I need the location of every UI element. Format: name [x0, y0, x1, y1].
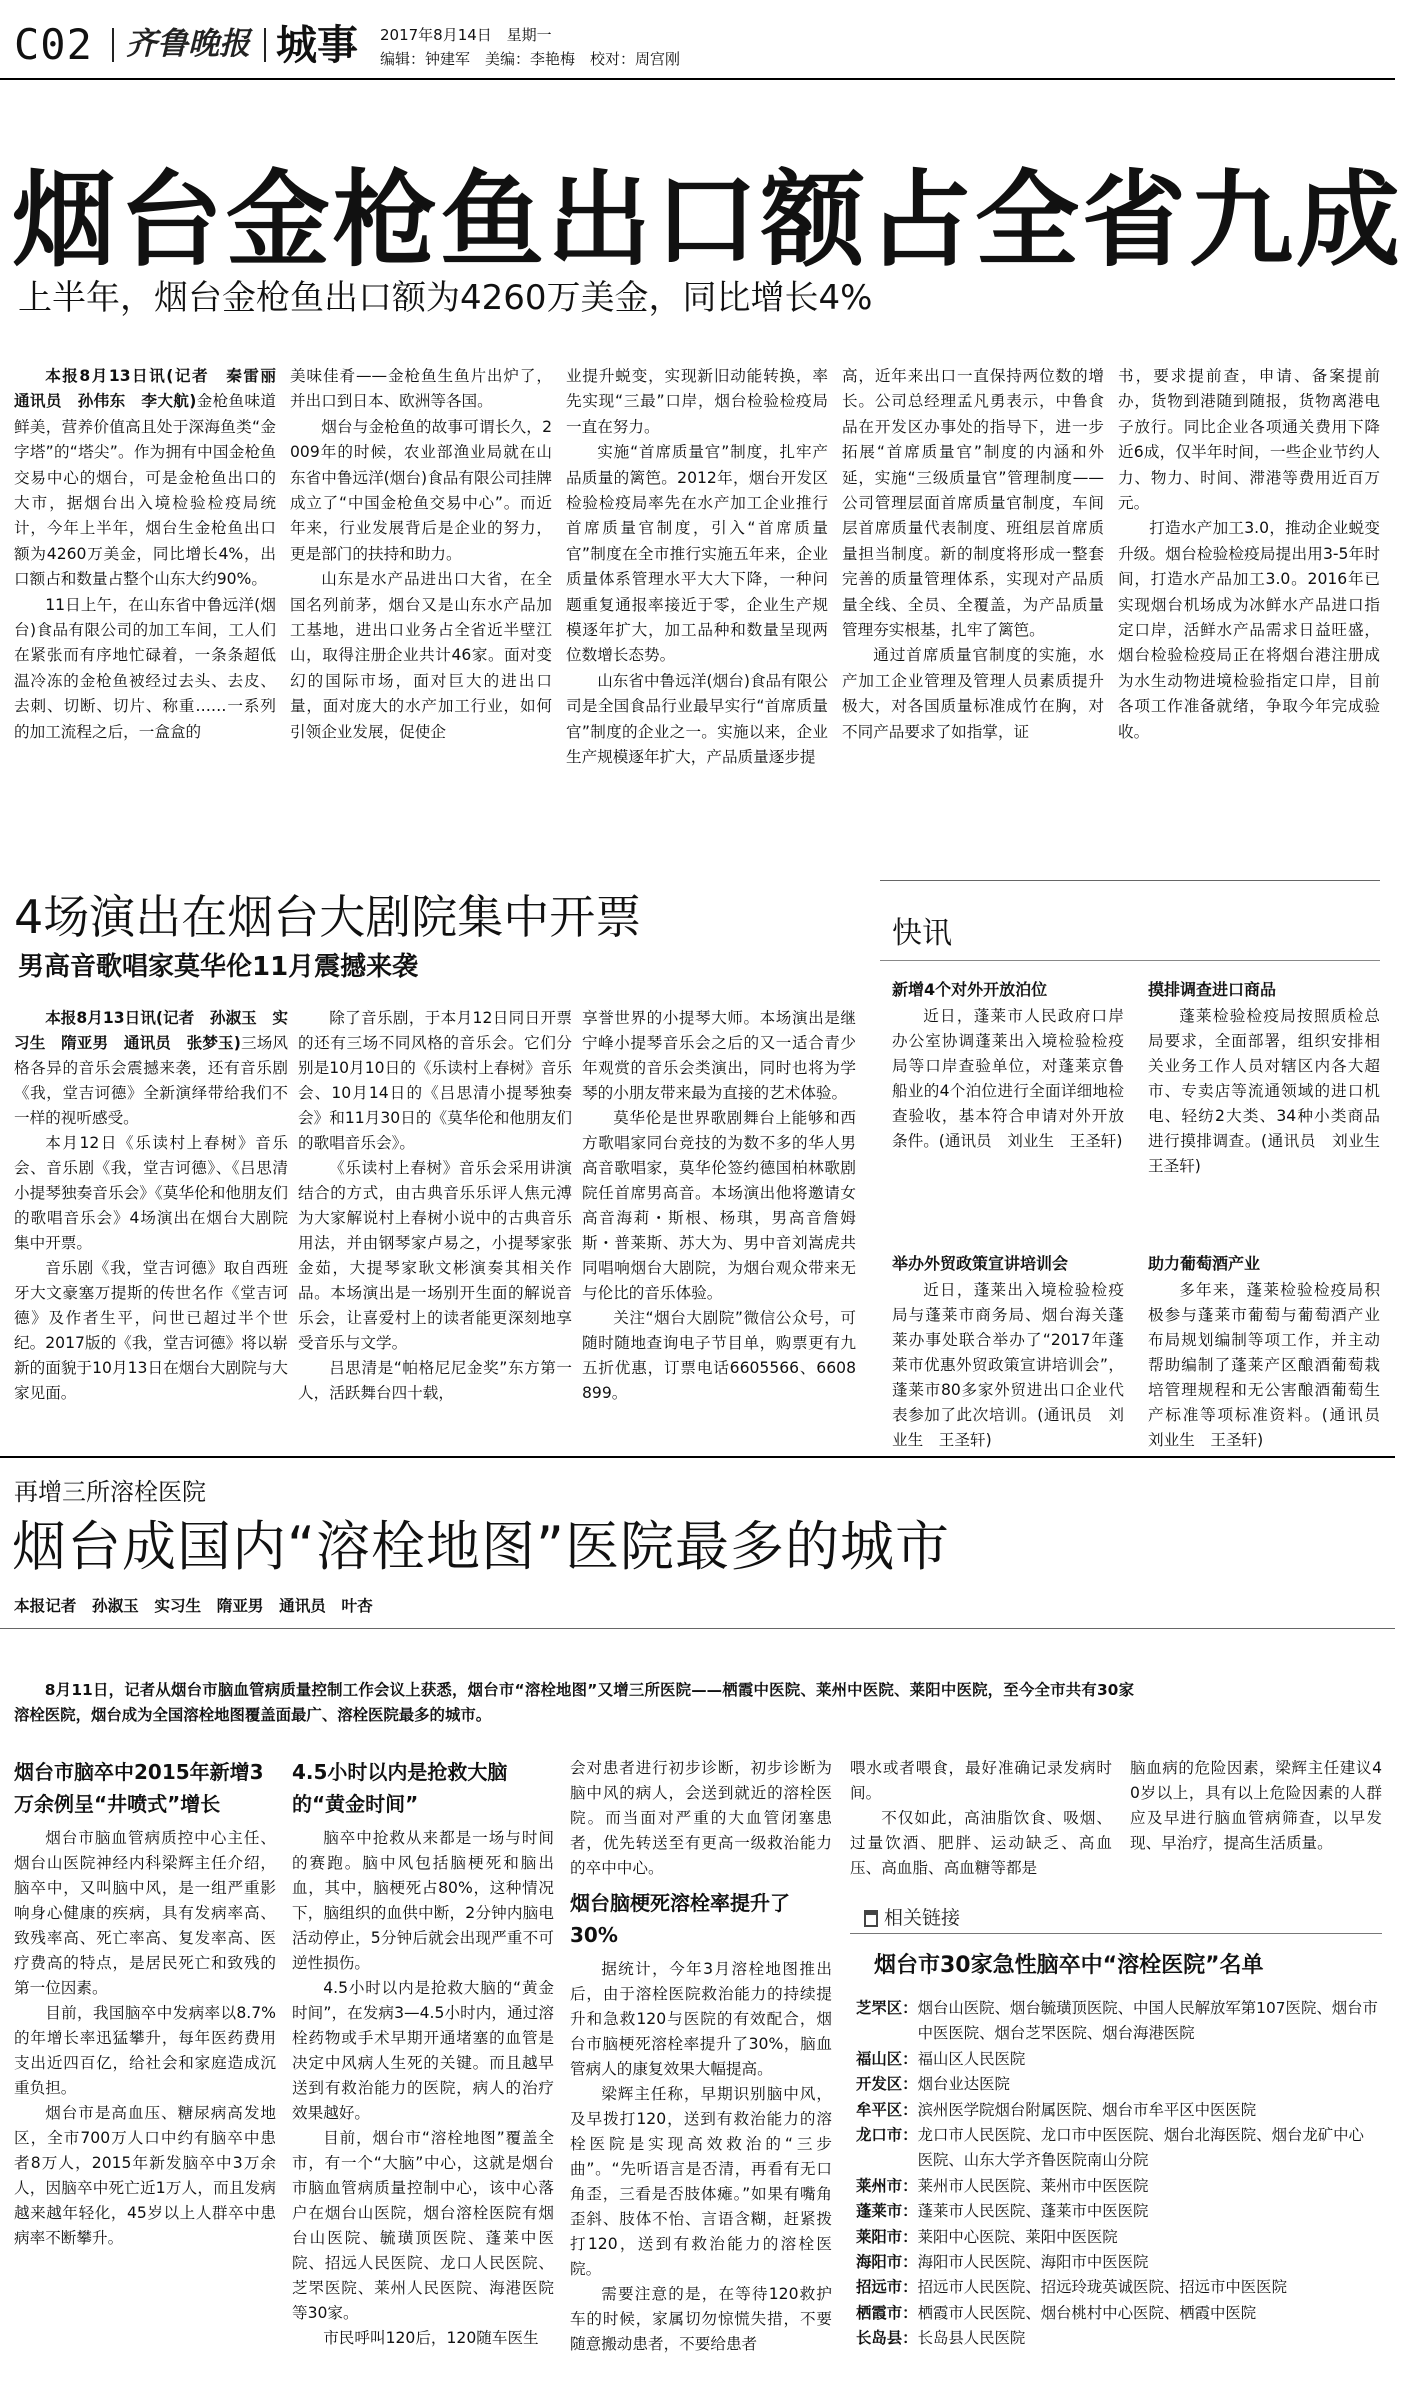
weekday: 星期一	[506, 26, 552, 44]
district: 招远市：	[856, 2278, 918, 2297]
lead-column-5	[1118, 364, 1380, 802]
related-header	[850, 1904, 1382, 1934]
stroke-paragraph: 烟台市是高血压、糖尿病高发地区，全市700万人口中约有脑卒中患者8万人，2015年新发脑卒中3万余人，因脑卒中死亡近1万人，而且发病越来越年轻化，45岁以上人群卒中患病率不断攀升。	[14, 2104, 276, 2247]
concert-byline: 本报8月13日讯(记者 孙淑玉 实习生 隋亚男 通讯员 张梦玉)	[14, 1009, 288, 1052]
related-box	[850, 1904, 1382, 2382]
hospitals: 莱阳中心医院、莱阳中医医院	[917, 2227, 1118, 2246]
news-flash-body: 近日，蓬莱市人民政府口岸办公室协调蓬莱出入境检验检疫局等口岸查验单位，对蓬莱京鲁船业的4个泊位进行全面详细地检查验收，基本符合申请对外开放条件。(通讯员 刘业生 王圣轩)	[892, 1007, 1124, 1150]
concert-subhead: 男高音歌唱家莫华伦11月震撼来袭	[18, 952, 419, 982]
list-item	[856, 1996, 1378, 2047]
stroke-column-3	[570, 1756, 832, 2386]
concert-paragraph: 音乐剧《我，堂吉诃德》取自西班牙大文豪塞万提斯的传世名作《堂吉诃德》及作者生平，问世已超过半个世纪。2017版的《我，堂吉诃德》将以崭新的面貌于10月13日在烟台大剧院与大家见面。	[14, 1259, 288, 1402]
stroke-column-2	[292, 1756, 554, 2386]
news-flash-item	[1148, 976, 1396, 1244]
date: 2017年8月14日	[380, 26, 492, 44]
lead-paragraph: 金枪鱼味道鲜美，营养价值高且处于深海鱼类“金字塔”的“塔尖”。作为拥有中国金枪鱼交易中心的烟台，可是金枪鱼出口的大市，据烟台出入境检验检疫局统计，今年上半年，烟台生金枪鱼出口额为4260万美金，同比增长4%，出口额占和数量占整个山东大约90%。	[14, 392, 276, 589]
hospitals: 栖霞市人民医院、烟台桃村中心医院、栖霞中医院	[917, 2303, 1257, 2322]
district: 莱阳市：	[856, 2227, 918, 2246]
stroke-byline: 本报记者 孙淑玉 实习生 隋亚男 通讯员 叶杏	[14, 1597, 373, 1615]
district: 莱州市：	[856, 2176, 918, 2195]
lead-byline: 本报8月13日讯(记者 秦雷丽 通讯员 孙伟东 李大航)	[14, 367, 292, 411]
masthead-rule	[0, 78, 1395, 80]
lead-paragraph: 山东是水产品进出口大省，在全国名列前茅，烟台又是山东水产品加工基地，进出口业务占全省近半壁江山，取得注册企业共计46家。面对变幻的国际市场，面对巨大的进出口量，面对庞大的水产加工行业，如何引领企业发展，促使企	[290, 570, 552, 741]
district: 蓬莱市：	[856, 2202, 918, 2221]
page-number: C02	[14, 20, 93, 69]
lead-paragraph: 美味佳肴——金枪鱼生鱼片出炉了，并出口到日本、欧洲等各国。	[290, 367, 552, 411]
news-flash-label: 快讯	[892, 916, 952, 951]
hospitals: 莱州市人民医院、莱州市中医医院	[917, 2176, 1149, 2195]
district: 龙口市：	[856, 2126, 918, 2145]
concert-paragraph: 本月12日《乐读村上春树》音乐会、音乐剧《我，堂吉诃德》、《吕思清小提琴独奏音乐会》《莫华伦和他朋友们的歌唱音乐会》4场演出在烟台大剧院集中开票。	[14, 1134, 288, 1252]
stroke-kicker: 再增三所溶栓医院	[14, 1478, 206, 1506]
district: 牟平区：	[856, 2100, 918, 2119]
hospitals: 烟台山医院、烟台毓璜顶医院、中国人民解放军第107医院、烟台市中医医院、烟台芝罘医院、烟台海港医院	[917, 1999, 1378, 2043]
lead-paragraph: 书，要求提前查，申请、备案提前办，货物到港随到随报，货物离港电子放行。同比企业各项通关费用下降近6成，仅半年时间，一些企业节约人力、物力、时间、滞港等费用近百万元。	[1118, 367, 1380, 513]
stroke-column-1	[14, 1756, 276, 2386]
issue-date	[380, 24, 552, 46]
lead-paragraph: 烟台与金枪鱼的故事可谓长久，2009年的时候，农业部渔业局就在山东省中鲁远洋(烟台)食品有限公司挂牌成立了“中国金枪鱼交易中心”。而近年来，行业发展背后是企业的努力，更是部门的扶持和助力。	[290, 417, 552, 563]
stroke-headline: 烟台成国内“溶栓地图”医院最多的城市	[12, 1515, 950, 1578]
stroke-paragraph: 脑卒中抢救从来都是一场与时间的赛跑。脑中风包括脑梗死和脑出血，其中，脑梗死占80%，这种情况下，脑组织的血供中断，2分钟内脑电活动停止，5分钟后就会出现严重不可逆性损伤。	[292, 1829, 554, 1972]
stroke-paragraph: 4.5小时以内是抢救大脑的“黄金时间”，在发病3—4.5小时内，通过溶栓药物或手术早期开通堵塞的血管是决定中风病人生死的关键。而且越早送到有救治能力的医院，病人的治疗效果越好。	[292, 1979, 554, 2122]
list-item	[856, 2098, 1378, 2123]
news-flash-title: 举办外贸政策宣讲培训会	[892, 1254, 1069, 1273]
section-name: 城事	[276, 21, 358, 69]
concert-paragraph: 除了音乐剧，于本月12日同日开票的还有三场不同风格的音乐会。它们分别是10月10日的《乐读村上春树》音乐会、10月14日的《吕思清小提琴独奏会》和11月30日的《莫华伦和他朋友们的歌唱音乐会》。	[298, 1009, 572, 1152]
concert-paragraph: 莫华伦是世界歌剧舞台上能够和西方歌唱家同台竞技的为数不多的华人男高音歌唱家，莫华伦签约德国柏林歌剧院任首席男高音。本场演出他将邀请女高音海莉・斯根、杨琪，男高音詹姆斯・普莱斯、苏大为、男中音刘嵩虎共同唱响烟台大剧院，为烟台观众带来无与伦比的音乐体验。	[582, 1109, 856, 1302]
list-item	[856, 2123, 1378, 2174]
lead-column-4	[842, 364, 1104, 802]
stroke-rule	[0, 1628, 1395, 1629]
news-flash-item	[892, 976, 1124, 1244]
stroke-column-4	[850, 1756, 1112, 1886]
masthead-divider	[264, 28, 266, 62]
stroke-paragraph: 会对患者进行初步诊断，初步诊断为脑中风的病人，会送到就近的溶栓医院。而当面对严重的大血管闭塞患者，优先转送至有更高一级救治能力的卒中中心。	[570, 1759, 832, 1877]
lead-paragraph: 山东省中鲁远洋(烟台)食品有限公司是全国食品行业最早实行“首席质量官”制度的企业之一。实施以来，企业生产规模逐年扩大，产品质量逐步提	[566, 671, 828, 767]
stroke-paragraph: 目前，烟台市“溶栓地图”覆盖全市，有一个“大脑”中心，这就是烟台市脑血管病质量控制中心，该中心落户在烟台山医院，烟台溶栓医院有烟台山医院、毓璜顶医院、蓬莱中医院、招远人民医院、龙口人民医院、芝罘医院、莱州人民医院、海港医院等30家。	[292, 2129, 554, 2322]
list-item	[856, 2199, 1378, 2224]
lead-headline: 烟台金枪鱼出口额占全省九成	[12, 159, 1403, 281]
district: 芝罘区：	[856, 1999, 918, 2017]
stroke-paragraph: 据统计，今年3月溶栓地图推出后，由于溶栓医院救治能力的持续提升和急救120与医院的有效配合，烟台市脑梗死溶栓率提升了30%，脑血管病人的康复效果大幅提高。	[570, 1960, 832, 2078]
news-flash-title: 摸排调查进口商品	[1148, 980, 1277, 999]
hospitals: 蓬莱市人民医院、蓬莱市中医医院	[917, 2202, 1149, 2221]
editor-line: 编辑：钟建军 美编：李艳梅 校对：周宫刚	[380, 50, 681, 68]
lead-column-3	[566, 364, 828, 802]
district: 福山区：	[856, 2049, 918, 2068]
related-label: 相关链接	[884, 1907, 961, 1929]
district: 栖霞市：	[856, 2303, 918, 2322]
list-item	[856, 2275, 1378, 2300]
news-flash-title: 助力葡萄酒产业	[1148, 1254, 1261, 1273]
stroke-paragraph: 需要注意的是，在等待120救护车的时候，家属切勿惊慌失措，不要随意搬动患者，不要给患者	[570, 2285, 832, 2353]
hospitals: 滨州医学院烟台附属医院、烟台市牟平区中医医院	[917, 2100, 1257, 2119]
lead-column-2	[290, 364, 552, 802]
list-item	[856, 2301, 1378, 2326]
section-divider	[880, 880, 1380, 881]
district: 长岛县：	[856, 2329, 918, 2348]
concert-paragraph: 三场风格各异的音乐会震撼来袭，还有音乐剧《我，堂吉诃德》全新演绎带给我们不一样的视听感受。	[14, 1034, 288, 1127]
masthead-divider	[112, 28, 114, 62]
list-item	[856, 2047, 1378, 2072]
news-flash-item	[892, 1250, 1124, 1449]
concert-headline: 4场演出在烟台大剧院集中开票	[14, 890, 642, 944]
district: 海阳市：	[856, 2253, 918, 2272]
hospital-list	[856, 1996, 1378, 2352]
hospitals: 长岛县人民医院	[917, 2329, 1026, 2348]
hospitals: 海阳市人民医院、海阳市中医医院	[917, 2253, 1149, 2272]
stroke-subhead-1: 烟台市脑卒中2015年新增3万余例呈“井喷式”增长	[14, 1760, 264, 1816]
list-item	[856, 2225, 1378, 2250]
news-flash-body: 近日，蓬莱出入境检验检疫局与蓬莱市商务局、烟台海关蓬莱办事处联合举办了“2017年蓬莱市优惠外贸政策宣讲培训会”，蓬莱市80多家外贸进出口企业代表参加了此次培训。(通讯员 刘业生 王圣轩)	[892, 1281, 1124, 1449]
district: 开发区：	[856, 2075, 918, 2094]
concert-paragraph: 《乐读村上春树》音乐会采用讲演结合的方式，由古典音乐乐评人焦元溥为大家解说村上春树小说中的古典音乐用法，并由钢琴家卢易之，小提琴家张金茹，大提琴家耿文彬演奏其相关作品。本场演出是一场别开生面的解说音乐会，让喜爱村上的读者能更深刻地享受音乐与文学。	[298, 1159, 572, 1352]
lead-paragraph: 高，近年来出口一直保持两位数的增长。公司总经理孟凡勇表示，中鲁食品在开发区办事处的指导下，进一步拓展“首席质量官”制度的内涵和外延，实施“三级质量官”管理制度——公司管理层面首席质量官制度，车间层首席质量代表制度、班组层首席质量担当制度。新的制度将形成一整套完善的质量管理体系，实现对产品质量全线、全员、全覆盖，为产品质量管理夯实根基，扎牢了篱笆。	[842, 367, 1104, 640]
list-item	[856, 2174, 1378, 2199]
hospitals: 烟台业达医院	[917, 2075, 1010, 2094]
lead-paragraph: 通过首席质量官制度的实施，水产加工企业管理及管理人员素质提升极大，对各国质量标准成竹在胸，对不同产品要求了如指掌，证	[842, 646, 1104, 741]
stroke-paragraph: 梁辉主任称，早期识别脑中风，及早拨打120，送到有救治能力的溶栓医院是实现高效救治的“三步曲”。“先听语言是否清，再看有无口角歪，三看是否肢体瘫。”如果有嘴角歪斜、肢体不怡、言语含糊，赶紧拨打120，送到有救治能力的溶栓医院。	[570, 2085, 832, 2278]
lead-paragraph: 打造水产加工3.0，推动企业蜕变升级。烟台检验检疫局提出用3-5年时间，打造水产品加工3.0。2016年已实现烟台机场成为冰鲜水产品进口指定口岸，活鲜水产品需求日益旺盛，烟台检验检疫局正在将烟台港注册成为水生动物进境检验指定口岸，目前各项工作准备就绪，争取今年完成验收。	[1118, 519, 1380, 741]
stroke-paragraph: 喂水或者喂食，最好准确记录发病时间。	[850, 1759, 1112, 1802]
stroke-subhead-2: 4.5小时以内是抢救大脑的“黄金时间”	[292, 1760, 508, 1816]
lead-paragraph: 11日上午，在山东省中鲁远洋(烟台)食品有限公司的加工车间，工人们在紧张而有序地忙碌着，一条条超低温冷冻的金枪鱼被经过去头、去皮、去刺、切断、切片、称重……一系列的加工流程之后，一盒盒的	[14, 595, 276, 741]
lead-column-1	[14, 364, 292, 802]
stroke-subhead-3: 烟台脑梗死溶栓率提升了30%	[570, 1891, 790, 1947]
list-item	[856, 2072, 1378, 2097]
news-flash-rule	[880, 960, 1380, 961]
section-rule	[0, 1456, 1395, 1458]
news-flash-item	[1148, 1250, 1396, 1449]
stroke-paragraph: 目前，我国脑卒中发病率以8.7%的年增长率迅猛攀升，每年医药费用支出近四百亿，给社会和家庭造成沉重负担。	[14, 2004, 276, 2097]
lead-paragraph: 实施“首席质量官”制度，扎牢产品质量的篱笆。2012年，烟台开发区检验检疫局率先在水产加工企业推行首席质量官制度，引入“首席质量官”制度在全市推行实施五年来，企业质量体系管理水平大大下降，一种问题重复通报率接近于零，企业生产规模逐年扩大，加工品种和数量呈现两位数增长态势。	[566, 443, 828, 665]
concert-paragraph: 吕思清是“帕格尼尼金奖”东方第一人，活跃舞台四十载，	[298, 1359, 572, 1402]
news-flash-body: 多年来，蓬莱检验检疫局积极参与蓬莱市葡萄与葡萄酒产业布局规划编制等项工作，并主动帮助编制了蓬莱产区酿酒葡萄栽培管理规程和无公害酿酒葡萄生产标准等项标准资料。(通讯员 刘业生 王圣轩)	[1148, 1281, 1396, 1449]
news-flash-title: 新增4个对外开放泊位	[892, 980, 1048, 999]
masthead	[0, 0, 1395, 80]
concert-column-1	[14, 1006, 288, 1438]
news-flash-body: 蓬莱检验检疫局按照质检总局要求，全面部署，组织安排相关业务工作人员对辖区内各大超市、专卖店等流通领域的进口机电、轻纺2大类、34种小类商品进行摸排调查。(通讯员 刘业生 王圣轩)	[1148, 1007, 1396, 1175]
related-title: 烟台市30家急性脑卒中“溶栓医院”名单	[874, 1953, 1264, 1978]
newspaper-logo: 齐鲁晚报	[126, 26, 250, 62]
hospitals: 招远市人民医院、招远玲珑英诚医院、招远市中医医院	[917, 2278, 1287, 2297]
hospitals: 龙口市人民医院、龙口市中医医院、烟台北海医院、烟台龙矿中心医院、山东大学齐鲁医院南山分院	[917, 2126, 1364, 2170]
document-icon	[864, 1910, 878, 1927]
stroke-paragraph: 不仅如此，高油脂饮食、吸烟、过量饮酒、肥胖、运动缺乏、高血压、高血脂、高血糖等都是	[850, 1809, 1112, 1877]
stroke-intro: 8月11日，记者从烟台市脑血管病质量控制工作会议上获悉，烟台市“溶栓地图”又增三所医院——栖霞中医院、莱州中医院、莱阳中医院，至今全市共有30家溶栓医院，烟台成为全国溶栓地图覆盖面最广、溶栓医院最多的城市。	[14, 1681, 1134, 1724]
lead-paragraph: 业提升蜕变，实现新旧动能转换，率先实现“三最”口岸，烟台检验检疫局一直在努力。	[566, 367, 828, 436]
concert-paragraph: 关注“烟台大剧院”微信公众号，可随时随地查询电子节目单，购票更有九五折优惠，订票电话6605566、6608899。	[582, 1309, 856, 1402]
list-item	[856, 2250, 1378, 2275]
stroke-paragraph: 脑血病的危险因素，梁辉主任建议40岁以上，具有以上危险因素的人群应及早进行脑血管病筛查，以早发现、早治疗，提高生活质量。	[1130, 1759, 1382, 1852]
stroke-paragraph: 烟台市脑血管病质控中心主任、烟台山医院神经内科梁辉主任介绍，脑卒中，又叫脑中风，是一组严重影响身心健康的疾病，具有发病率高、致残率高、死亡率高、复发率高、医疗费高的特点，是居民死亡和致残的第一位因素。	[14, 1829, 276, 1997]
list-item	[856, 2326, 1378, 2351]
concert-column-3	[582, 1006, 856, 1438]
concert-column-2	[298, 1006, 572, 1438]
stroke-paragraph: 市民呼叫120后，120随车医生	[323, 2329, 539, 2347]
hospitals: 福山区人民医院	[917, 2049, 1026, 2068]
stroke-column-5	[1130, 1756, 1382, 1886]
lead-subhead: 上半年，烟台金枪鱼出口额为4260万美金，同比增长4%	[18, 278, 873, 318]
concert-paragraph: 享誉世界的小提琴大师。本场演出是继宁峰小提琴音乐会之后的又一适合青少年观赏的音乐会类演出，同时也将为学琴的小朋友带来最为直接的艺术体验。	[582, 1009, 856, 1102]
